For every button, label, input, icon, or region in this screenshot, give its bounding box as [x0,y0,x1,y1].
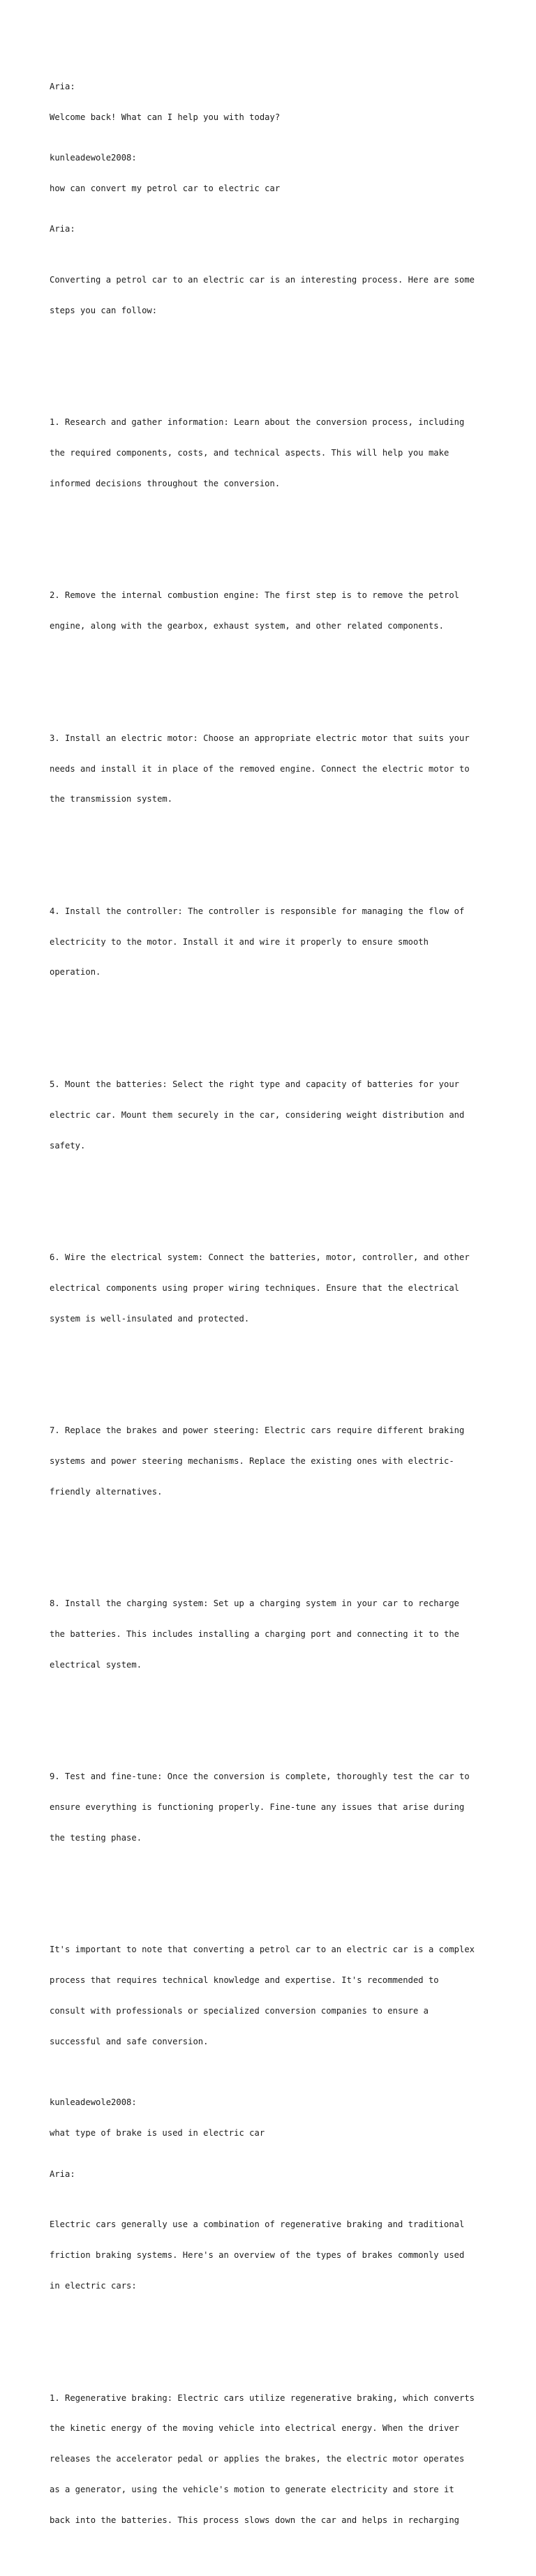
speaker-label: Aria: [50,81,75,91]
list-item [50,886,503,998]
message-paragraph [50,1924,503,2067]
text-line: in electric cars: [50,2281,137,2291]
text-line: successful and safe conversion. [50,2036,209,2046]
text-line: informed decisions throughout the conversion. [50,478,281,488]
text-line: the transmission system. [50,794,173,804]
text-line: 1. Regenerative braking: Electric cars utilize regenerative braking, which converts [50,2392,475,2403]
text-line: 8. Install the charging system: Set up a charging system in your car to recharge [50,1598,459,1609]
text-line: electric car. Mount them securely in the car, considering weight distribution and [50,1109,465,1120]
text-line: safety. [50,1140,86,1151]
text-line: systems and power steering mechanisms. Replace the existing ones with electric- [50,1455,454,1466]
list-item [50,397,503,509]
text-line: It's important to note that converting a petrol car to an electric car is a complex [50,1945,475,1955]
list-item [50,1578,503,1691]
speaker-label: kunleadewole2008: [50,152,137,163]
text-line: Converting a petrol car to an electric car is an interesting process. Here are some [50,275,475,285]
paragraph-gap [50,540,503,551]
list-item [50,2372,503,2545]
list-item [50,570,503,652]
text-line: steps you can follow: [50,305,158,315]
paragraph-gap [50,1548,503,1558]
speaker-label: kunleadewole2008: [50,2097,137,2108]
list-item [50,1405,503,1518]
list-item [50,713,503,825]
text-line: needs and install it in place of the removed engine. Connect the electric motor to [50,763,470,774]
paragraph-gap [50,682,503,693]
text-line: process that requires technical knowledge and expertise. It's recommended to [50,1975,439,1986]
chat-transcript [50,51,503,2576]
message-paragraph [50,255,503,336]
text-line: system is well-insulated and protected. [50,1313,250,1324]
text-line: operation. [50,967,101,978]
text-line: ensure everything is functioning properly. Fine-tune any issues that arise during [50,1802,465,1813]
text-line: the required components, costs, and technical aspects. This will help you make [50,448,449,458]
text-line: friction braking systems. Here's an overview of the types of brakes commonly used [50,2250,465,2261]
message-paragraph [50,2199,503,2312]
text-line: the testing phase. [50,1832,142,1843]
text-line: as a generator, using the vehicle's motion to generate electricity and store it [50,2484,454,2494]
text-line: 2. Remove the internal combustion engine: The first step is to remove the petrol [50,590,459,601]
text-line: 6. Wire the electrical system: Connect the batteries, motor, controller, and other [50,1252,470,1263]
text-line: friendly alternatives. [50,1486,163,1497]
speaker-label: Aria: [50,224,75,234]
text-line: 1. Research and gather information: Learn about the conversion process, including [50,417,465,428]
paragraph-gap [50,1375,503,1385]
message-text: what type of brake is used in electric car [50,2128,265,2139]
paragraph-gap [50,366,503,377]
text-line: the batteries. This includes installing a charging port and connecting it to the [50,1629,459,1640]
list-item [50,1232,503,1345]
list-item [50,1059,503,1171]
text-line: the kinetic energy of the moving vehicle into electrical energy. When the driver [50,2423,459,2434]
message-text: Welcome back! What can I help you with today? [50,112,281,122]
text-line: electricity to the motor. Install it and wire it properly to ensure smooth [50,936,429,947]
text-line: back into the batteries. This process slows down the car and helps in recharging [50,2515,459,2525]
speaker-label: Aria: [50,2169,75,2179]
text-line: Electric cars generally use a combination of regenerative braking and traditional [50,2219,465,2230]
text-line: consult with professionals or specialized conversion companies to ensure a [50,2006,429,2016]
text-line: 3. Install an electric motor: Choose an appropriate electric motor that suits your [50,733,470,743]
message-text: how can convert my petrol car to electric car [50,183,281,193]
text-line: electrical system. [50,1659,142,1670]
text-line: electrical components using proper wiring techniques. Ensure that the electrical [50,1282,459,1293]
text-line: engine, along with the gearbox, exhaust system, and other related components. [50,621,444,631]
text-line: releases the accelerator pedal or applies the brakes, the electric motor operates [50,2454,465,2464]
paragraph-gap [50,855,503,866]
text-line: 4. Install the controller: The controller is responsible for managing the flow of [50,906,465,916]
text-line: 5. Mount the batteries: Select the right type and capacity of batteries for your [50,1079,459,1089]
paragraph-gap [50,1721,503,1731]
list-item [50,1751,503,1864]
text-line: 9. Test and fine-tune: Once the conversion is complete, thoroughly test the car to [50,1772,470,1782]
paragraph-gap [50,2342,503,2353]
paragraph-gap [50,1894,503,1904]
paragraph-gap [50,1201,503,1212]
paragraph-gap [50,1028,503,1039]
text-line: 7. Replace the brakes and power steering: Electric cars require different braking [50,1425,465,1436]
